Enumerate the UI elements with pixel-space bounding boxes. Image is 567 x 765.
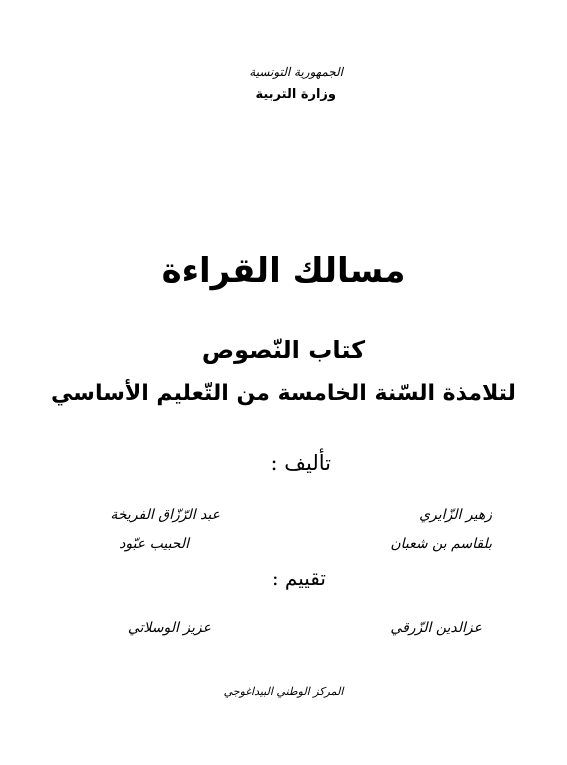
ministry-header: وزارة التربية: [255, 87, 336, 102]
author-name: بلقاسم بن شعبان: [390, 536, 492, 552]
author-name: الحبيب عبّود: [119, 536, 189, 552]
authors-label: تأليف :: [270, 451, 331, 475]
republic-header: الجمهورية التونسية: [249, 65, 343, 79]
main-title: مسالك القراءة: [161, 251, 406, 291]
author-name: عبد الرّزّاق الفريخة: [110, 507, 220, 523]
evaluator-name: عزيز الوسلاتي: [127, 620, 211, 636]
audience-line: لتلامذة السّنة الخامسة من التّعليم الأساسي: [51, 381, 516, 406]
evaluator-name: عزالدين الزّرقي: [390, 620, 482, 636]
evaluation-label: تقييم :: [271, 566, 326, 590]
publisher-name: المركز الوطني البيداغوجي: [223, 685, 344, 698]
book-subtitle: كتاب النّصوص: [201, 336, 366, 364]
author-name: زهير الزّايري: [419, 507, 492, 523]
